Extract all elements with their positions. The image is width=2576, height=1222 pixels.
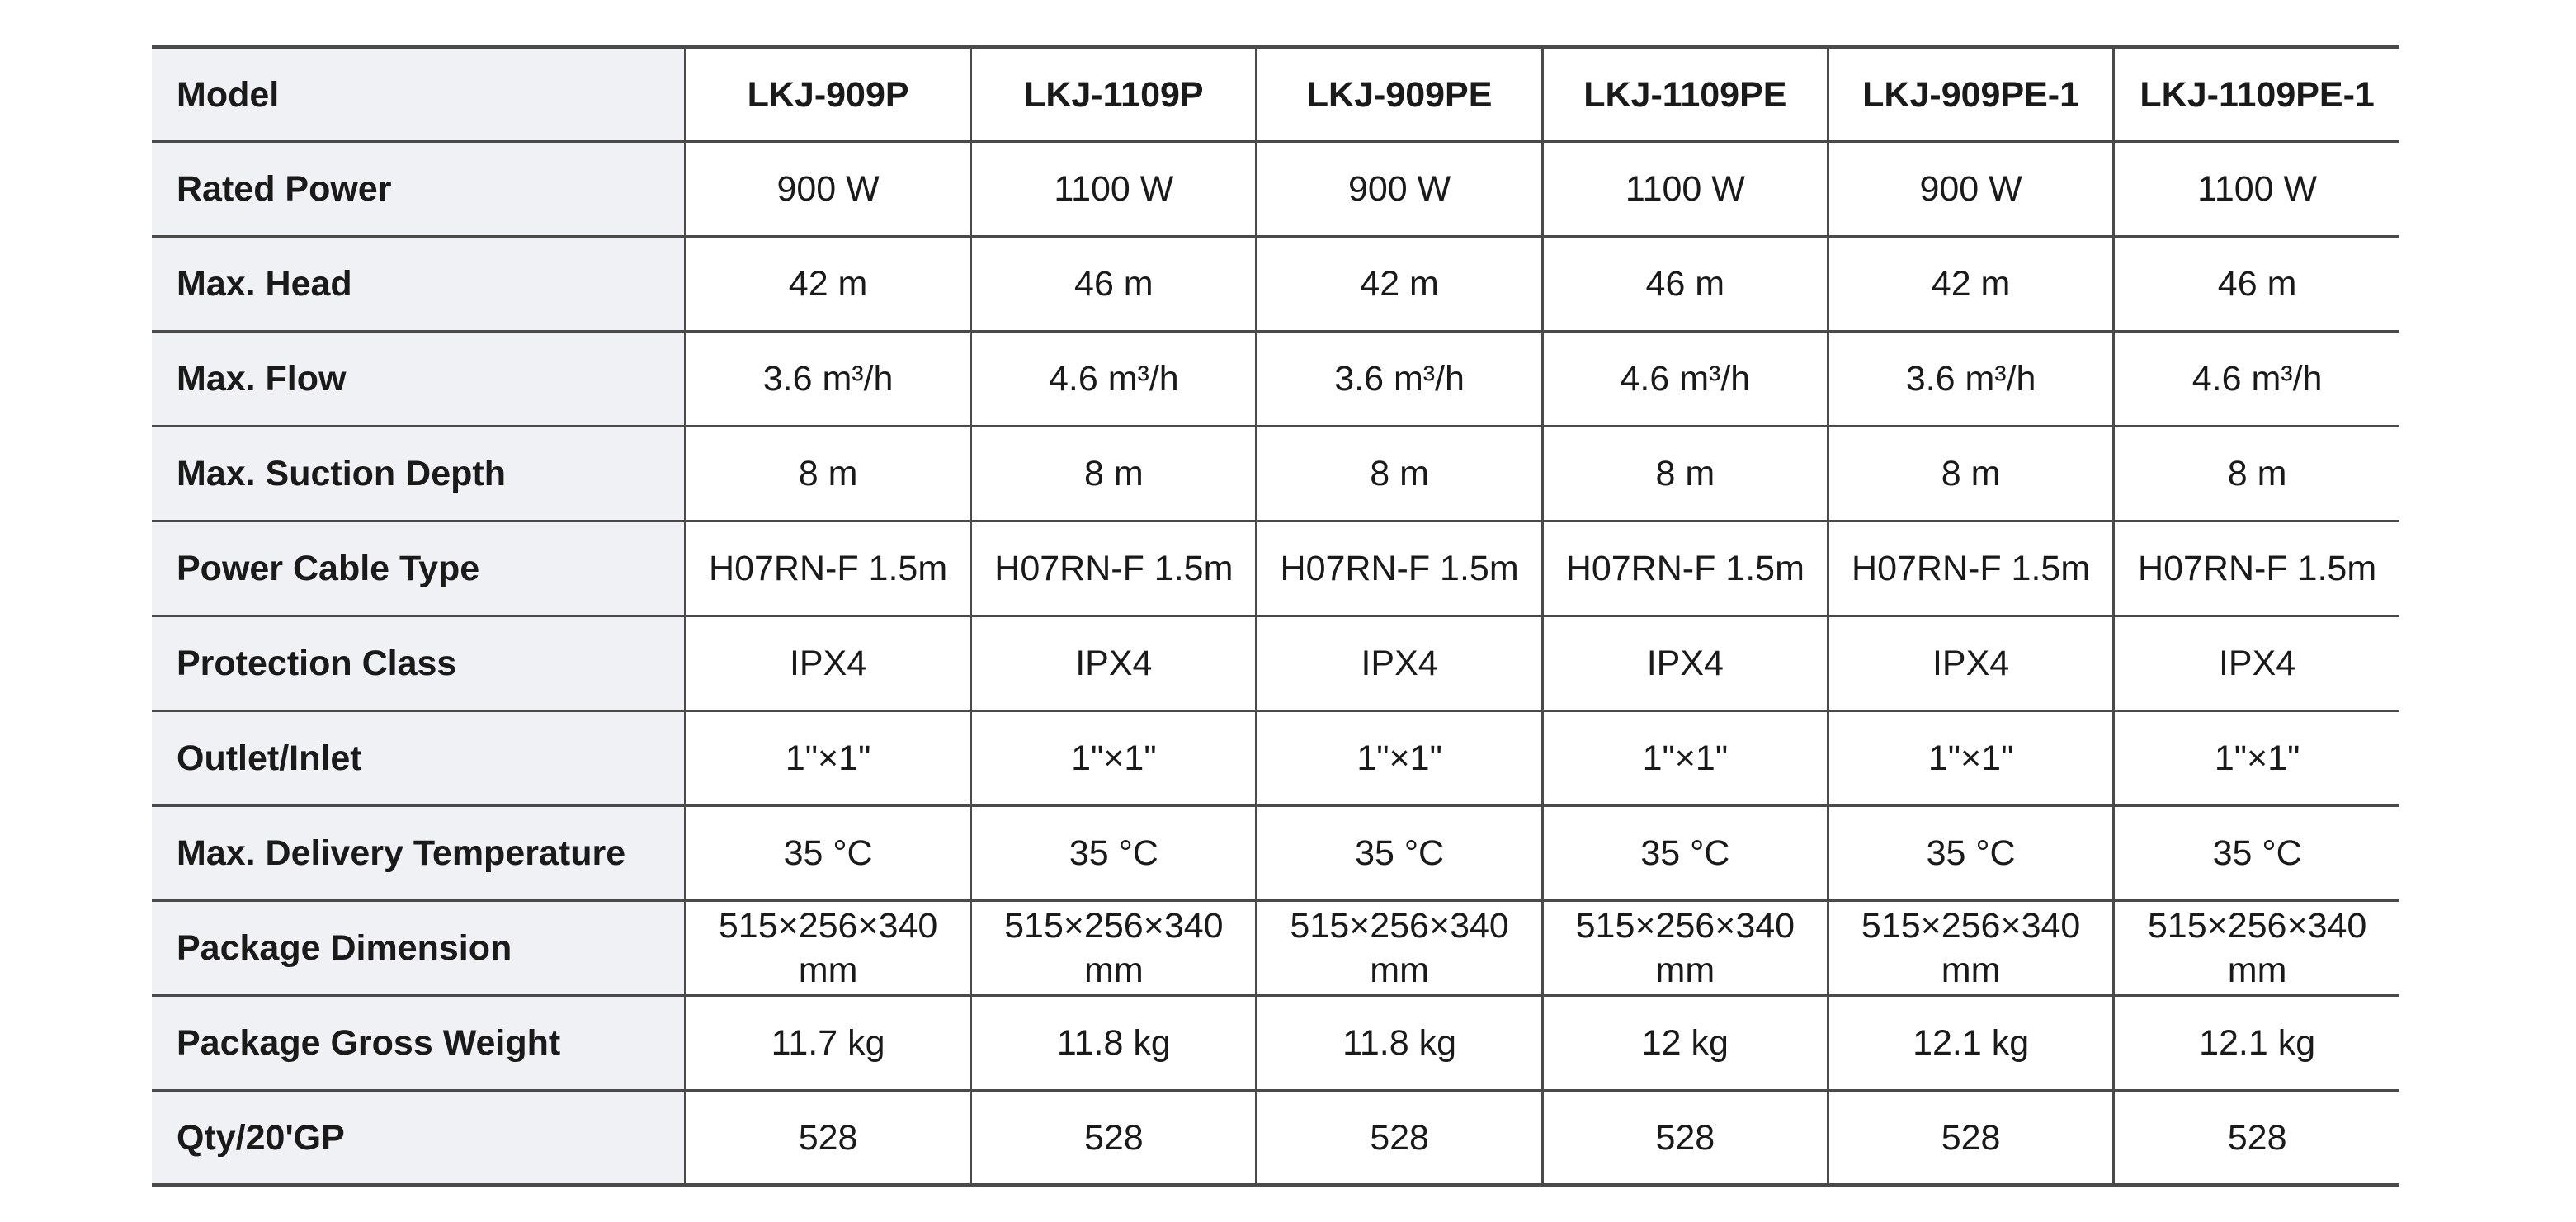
table-cell: 528 bbox=[1828, 1091, 2113, 1186]
table-row bbox=[152, 711, 2399, 806]
row-label: Max. Suction Depth bbox=[152, 427, 685, 521]
table-cell: 35 °C bbox=[1828, 806, 2113, 901]
table-cell: 8 m bbox=[1828, 427, 2113, 521]
table-cell: 1100 W bbox=[971, 142, 1257, 237]
table-cell: IPX4 bbox=[1542, 616, 1828, 711]
table-row bbox=[152, 142, 2399, 237]
table-cell: 1"×1" bbox=[1542, 711, 1828, 806]
table-cell: 8 m bbox=[1542, 427, 1828, 521]
table-row bbox=[152, 1091, 2399, 1186]
table-cell: 8 m bbox=[1257, 427, 1542, 521]
table-cell: 12.1 kg bbox=[1828, 996, 2113, 1091]
row-label: Qty/20'GP bbox=[152, 1091, 685, 1186]
table-cell: 4.6 m³/h bbox=[2114, 332, 2399, 427]
table-row bbox=[152, 806, 2399, 901]
table-cell: 4.6 m³/h bbox=[1542, 332, 1828, 427]
table-cell: 8 m bbox=[685, 427, 970, 521]
table-cell: 1"×1" bbox=[1257, 711, 1542, 806]
row-label: Max. Head bbox=[152, 237, 685, 332]
row-label: Package Gross Weight bbox=[152, 996, 685, 1091]
table-cell: 900 W bbox=[685, 142, 970, 237]
table-cell: 35 °C bbox=[1257, 806, 1542, 901]
spec-table bbox=[152, 45, 2399, 1187]
table-cell: H07RN-F 1.5m bbox=[685, 521, 970, 616]
table-row bbox=[152, 237, 2399, 332]
table-cell: 515×256×340 mm bbox=[685, 901, 970, 996]
table-cell: 1"×1" bbox=[2114, 711, 2399, 806]
table-cell: H07RN-F 1.5m bbox=[971, 521, 1257, 616]
table-cell: 3.6 m³/h bbox=[1257, 332, 1542, 427]
spec-table-body bbox=[152, 47, 2399, 1186]
table-cell: 35 °C bbox=[685, 806, 970, 901]
table-cell: 1100 W bbox=[2114, 142, 2399, 237]
table-cell: IPX4 bbox=[1828, 616, 2113, 711]
table-cell: 515×256×340 mm bbox=[2114, 901, 2399, 996]
model-header: LKJ-909P bbox=[685, 47, 970, 142]
model-header: LKJ-1109PE bbox=[1542, 47, 1828, 142]
table-cell: 528 bbox=[685, 1091, 970, 1186]
table-row bbox=[152, 427, 2399, 521]
row-label: Protection Class bbox=[152, 616, 685, 711]
table-row bbox=[152, 521, 2399, 616]
table-cell: 11.7 kg bbox=[685, 996, 970, 1091]
row-label: Outlet/Inlet bbox=[152, 711, 685, 806]
table-row bbox=[152, 332, 2399, 427]
table-cell: 42 m bbox=[685, 237, 970, 332]
table-cell: 11.8 kg bbox=[1257, 996, 1542, 1091]
table-cell: 1"×1" bbox=[971, 711, 1257, 806]
table-cell: 12 kg bbox=[1542, 996, 1828, 1091]
row-label: Max. Delivery Temperature bbox=[152, 806, 685, 901]
table-cell: 528 bbox=[1542, 1091, 1828, 1186]
table-cell: 1100 W bbox=[1542, 142, 1828, 237]
header-label: Model bbox=[152, 47, 685, 142]
table-cell: 46 m bbox=[971, 237, 1257, 332]
table-cell: 3.6 m³/h bbox=[1828, 332, 2113, 427]
table-cell: 35 °C bbox=[971, 806, 1257, 901]
table-cell: 46 m bbox=[1542, 237, 1828, 332]
table-row bbox=[152, 616, 2399, 711]
table-cell: 8 m bbox=[971, 427, 1257, 521]
row-label: Rated Power bbox=[152, 142, 685, 237]
table-cell: H07RN-F 1.5m bbox=[1542, 521, 1828, 616]
row-label: Power Cable Type bbox=[152, 521, 685, 616]
table-cell: 515×256×340 mm bbox=[971, 901, 1257, 996]
model-header: LKJ-1109PE-1 bbox=[2114, 47, 2399, 142]
table-cell: 515×256×340 mm bbox=[1828, 901, 2113, 996]
table-cell: 900 W bbox=[1257, 142, 1542, 237]
table-cell: 46 m bbox=[2114, 237, 2399, 332]
table-cell: 8 m bbox=[2114, 427, 2399, 521]
header-row bbox=[152, 47, 2399, 142]
table-cell: 12.1 kg bbox=[2114, 996, 2399, 1091]
table-cell: 1"×1" bbox=[1828, 711, 2113, 806]
table-cell: H07RN-F 1.5m bbox=[2114, 521, 2399, 616]
table-cell: 515×256×340 mm bbox=[1542, 901, 1828, 996]
table-row bbox=[152, 901, 2399, 996]
table-cell: 3.6 m³/h bbox=[685, 332, 970, 427]
table-cell: IPX4 bbox=[1257, 616, 1542, 711]
table-cell: 4.6 m³/h bbox=[971, 332, 1257, 427]
table-cell: 35 °C bbox=[1542, 806, 1828, 901]
table-cell: 42 m bbox=[1257, 237, 1542, 332]
table-cell: H07RN-F 1.5m bbox=[1828, 521, 2113, 616]
row-label: Max. Flow bbox=[152, 332, 685, 427]
table-cell: 515×256×340 mm bbox=[1257, 901, 1542, 996]
table-cell: 900 W bbox=[1828, 142, 2113, 237]
table-cell: 42 m bbox=[1828, 237, 2113, 332]
table-cell: 528 bbox=[971, 1091, 1257, 1186]
model-header: LKJ-909PE-1 bbox=[1828, 47, 2113, 142]
table-row bbox=[152, 996, 2399, 1091]
table-cell: IPX4 bbox=[971, 616, 1257, 711]
table-cell: IPX4 bbox=[685, 616, 970, 711]
table-cell: H07RN-F 1.5m bbox=[1257, 521, 1542, 616]
table-cell: IPX4 bbox=[2114, 616, 2399, 711]
table-cell: 528 bbox=[2114, 1091, 2399, 1186]
table-cell: 35 °C bbox=[2114, 806, 2399, 901]
row-label: Package Dimension bbox=[152, 901, 685, 996]
table-cell: 11.8 kg bbox=[971, 996, 1257, 1091]
table-cell: 528 bbox=[1257, 1091, 1542, 1186]
model-header: LKJ-909PE bbox=[1257, 47, 1542, 142]
table-cell: 1"×1" bbox=[685, 711, 970, 806]
model-header: LKJ-1109P bbox=[971, 47, 1257, 142]
